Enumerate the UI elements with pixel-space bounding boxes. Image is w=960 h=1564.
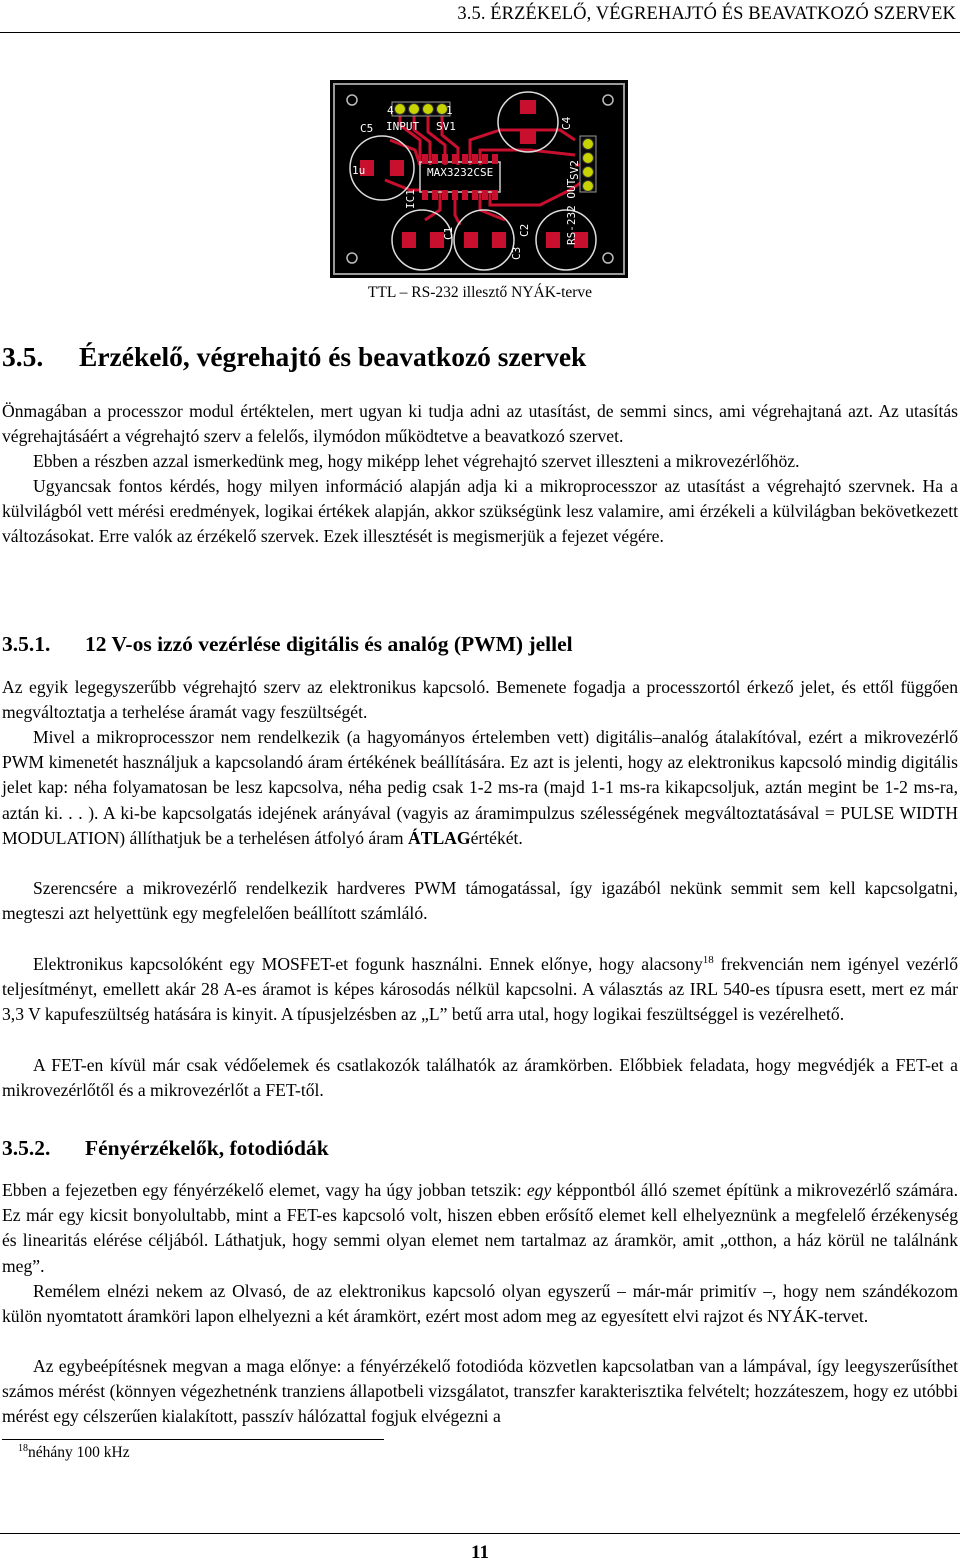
sub2-paragraph-1-text-b: képpontból álló szemet építünk a mikrovezérlő számára. Ez már egy kicsit bonyolultabb, mint a FET-es kapcsoló volt, hiszen ebben erősítő elemet kell elhelyeznünk a megfelelő érzékenység és linearitás elérése céljából. Láthatjuk, hogy semmi olyan elemet nem tartalmaz az áramkör, amit „otthon, a ház körül ne találnánk meg”. <box>2 1180 958 1276</box>
sub2-paragraph-1-text-a: Ebben a fejezetben egy fényérzékelő elemet, vagy ha úgy jobban tetszik: <box>2 1180 527 1200</box>
pcb-label-chip: MAX3232CSE <box>427 166 494 179</box>
sub1-paragraph-2-bold: ÁTLAG <box>408 827 471 848</box>
running-header: 3.5. ÉRZÉKELŐ, VÉGREHAJTÓ ÉS BEAVATKOZÓ SZERVEK <box>457 4 956 24</box>
section-number: 3.5. <box>2 341 44 372</box>
subsection-number-2: 3.5.2. <box>2 1136 51 1160</box>
sub1-paragraph-2-text: Mivel a mikroprocesszor nem rendelkezik (a hagyományos értelemben vett) digitális–analóg átalakítóval, ezért a mikrovezérlő PWM kimenetét használjuk a kapcsolandó áram értékének beállítására. Ez azt is jelenti, hogy az elektronikus kapcsoló mindig digitális jelet kap: néha folyamatosan be lesz kapcsolva, néha pedig csak 1-2 ms-ra (majd 1-1 ms-ra kikapcsoljuk, aztán megint be 1-2 ms-ra, aztán ki. . . ). A ki-be kapcsolgatás idejének arányával (vagyis az áramimpulzus szélességének megváltoztatásával = PULSE WIDTH MODULATION) állíthatjuk be a terhelésen átfolyó áram <box>2 727 958 848</box>
section-heading <box>2 341 586 373</box>
sub2-paragraph-2: Remélem elnézi nekem az Olvasó, de az elektronikus kapcsoló olyan egyszerű – már-már primitív –, hogy nem szándékozom külön nyomtatott áramköri lapon elhelyezni a két áramkört, ezért most adom meg az egyesített elvi rajzot és NYÁK-tervet. <box>2 1281 958 1327</box>
pcb-label-pin4: 4 <box>387 104 394 117</box>
section-paragraph-2: Ebben a részben azzal ismerkedünk meg, hogy miképp lehet végrehajtó szervet illeszteni a mikrovezérlőhöz. <box>33 451 800 471</box>
pcb-layout-figure <box>330 80 628 278</box>
sub2-paragraph-3: Az egybeépítésnek megvan a maga előnye: a fényérzékelő fotodióda közvetlen kapcsolatban van a lámpával, így leegyszerűsíthet számos mérést (könnyen végezhetnénk tranziens állapotbeli vizsgálatot, transzfer karakterisztika felvételt; hozzáteszem, hogy ez utóbbi mérést egy célszerűen kialakított, passzív hálózattal fogjuk elvégezni a <box>2 1356 958 1427</box>
subsection-heading-1 <box>2 632 573 657</box>
footnote-ref-18[interactable]: 18 <box>702 954 714 966</box>
subsection-heading-2 <box>2 1136 329 1161</box>
pcb-label-input: INPUT <box>386 120 420 133</box>
sub1-paragraph-4-text-a: Elektronikus kapcsolóként egy MOSFET-et fogunk használni. Ennek előnye, hogy alacsony <box>33 954 703 974</box>
sub1-paragraph-1: Az egyik legegyszerűbb végrehajtó szerv az elektronikus kapcsoló. Bemenete fogadja a processzortól érkező jelet, és ettől függően megváltoztatja a terhelése áramát vagy feszültségét. <box>2 677 958 723</box>
footnote <box>18 1444 130 1462</box>
page-number: 11 <box>471 1542 489 1563</box>
pcb-label-rs232-out: RS-232 OUT <box>565 178 578 245</box>
sub1-paragraph-2-end: értékét. <box>470 827 523 848</box>
section-paragraph-1: Önmagában a processzor modul értéktelen, mert ugyan ki tudja adni az utasítást, de semmi sincs, ami végrehajtaná azt. Az utasítás végrehajtásáért a végrehajtó szerv a felelős, ilymódon működtetve a beavatkozó szervet. <box>2 401 958 447</box>
footnote-text: néhány 100 kHz <box>28 1444 130 1461</box>
subsection-title-1: 12 V-os izzó vezérlése digitális és analóg (PWM) jellel <box>85 632 573 656</box>
footnote-mark: 18 <box>18 1443 28 1454</box>
pcb-label-cap-c5: 1u <box>352 164 366 177</box>
pcb-label-c1: C1 <box>442 226 455 240</box>
subsection-number-1: 3.5.1. <box>2 632 51 656</box>
pcb-label-c5: C5 <box>360 122 374 135</box>
section-paragraph-3: Ugyancsak fontos kérdés, hogy milyen információ alapján adja ki a mikroprocesszor az utasítást a végrehajtó szervnek. Ha a külvilágból vett mérési eredmények, logikai értékek alapján, akkor szükségünk lesz valamire, ami érzékeli a külvilágban bekövetkezett változásokat. Erre valók az érzékelő szervek. Ezek illesztését is megismerjük a fejezet végére. <box>2 476 958 547</box>
sub1-paragraph-4-text-b: frekvencián nem igényel vezérlő teljesítményt, emellett akár 28 A-es áramot is képes károsodás nélkül kapcsolni. A választás az IRL 540-es típusra esett, mert ez már 3,3 V kapufeszültség hatására is kinyit. A típusjelzésben az „L” betű arra utal, hogy logikai feszültséggel is vezérelhető. <box>2 954 958 1025</box>
header-rule <box>0 32 960 33</box>
sub1-paragraph-4 <box>2 952 958 1028</box>
sub1-paragraph-2 <box>2 725 958 851</box>
subsection-title-2: Fényérzékelők, fotodiódák <box>85 1136 329 1160</box>
sub1-paragraph-3: Szerencsére a mikrovezérlő rendelkezik hardveres PWM támogatással, így igazából nekünk semmit sem kell kapcsolgatni, megteszi azt helyettünk egy megfelelően beállított számláló. <box>2 878 958 924</box>
sub2-paragraph-1 <box>2 1178 958 1279</box>
pcb-label-c3: C3 <box>510 246 523 260</box>
section-title: Érzékelő, végrehajtó és beavatkozó szervek <box>79 341 587 372</box>
pcb-label-sv2: SV2 <box>568 160 581 180</box>
pcb-label-c2: C2 <box>518 223 531 237</box>
pcb-label-c4: C4 <box>560 116 573 130</box>
pcb-label-pin1: 1 <box>446 104 453 117</box>
pcb-label-ic1: IC1 <box>404 189 417 209</box>
pcb-label-sv1: SV1 <box>436 120 456 133</box>
figure-caption: TTL – RS-232 illesztő NYÁK-terve <box>367 284 593 301</box>
sub2-paragraph-1-emphasis: egy <box>526 1180 552 1200</box>
footnote-rule <box>2 1439 384 1440</box>
sub1-paragraph-5: A FET-en kívül már csak védőelemek és csatlakozók találhatók az áramkörben. Előbbiek feladata, hogy megvédjék a FET-et a mikrovezérlőtől és a mikrovezérlőt a FET-től. <box>2 1055 958 1101</box>
footer-rule <box>0 1533 960 1534</box>
